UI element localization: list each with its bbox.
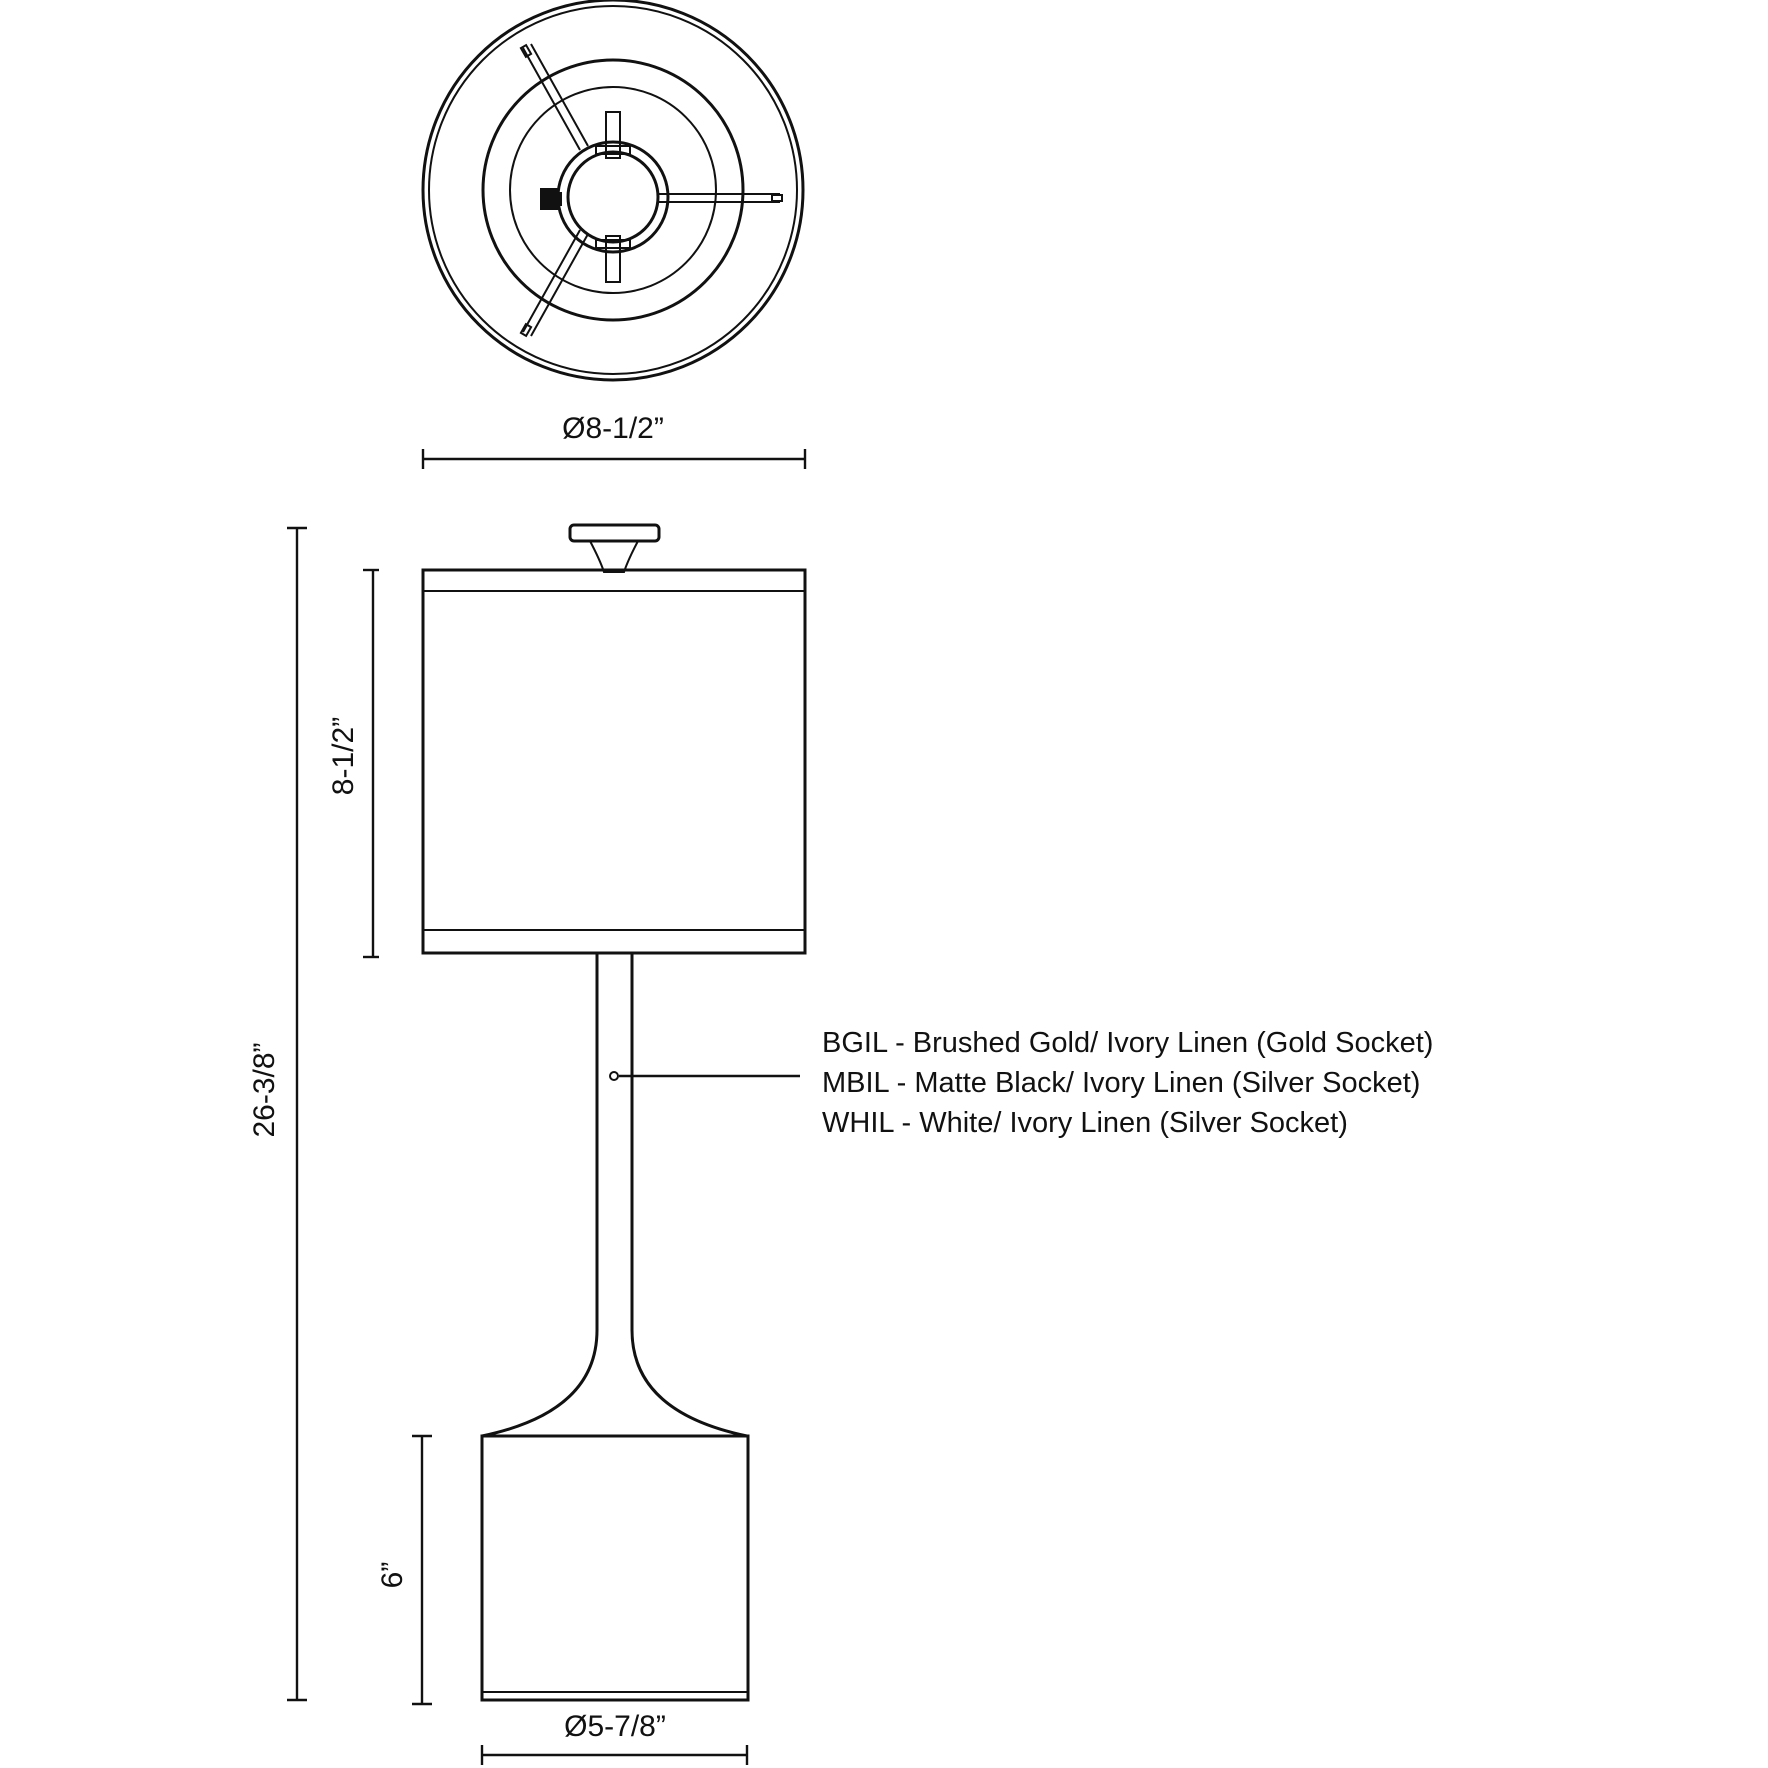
finish-option-bgil: BGIL - Brushed Gold/ Ivory Linen (Gold Socket) bbox=[822, 1027, 1434, 1059]
base-diameter-label: Ø5-7/8” bbox=[564, 1710, 666, 1743]
shade-diameter-dimension bbox=[423, 412, 805, 469]
overall-height-label: 26-3/8” bbox=[248, 1042, 281, 1138]
top-view bbox=[423, 0, 803, 380]
side-elevation bbox=[423, 525, 805, 1700]
finish-option-mbil: MBIL - Matte Black/ Ivory Linen (Silver Socket) bbox=[822, 1067, 1421, 1099]
shade-height-dimension bbox=[327, 570, 379, 957]
overall-height-dimension bbox=[248, 528, 307, 1700]
base-height-label: 6” bbox=[376, 1561, 409, 1589]
finish-callout-dot bbox=[610, 1072, 618, 1080]
base-height-dimension bbox=[376, 1436, 432, 1704]
socket-cross bbox=[596, 112, 630, 282]
shade-outer-rim bbox=[423, 0, 803, 380]
lamp-base bbox=[482, 1436, 748, 1700]
socket-inner bbox=[568, 152, 658, 242]
base-diameter-dimension bbox=[482, 1710, 747, 1765]
shade-diameter-label: Ø8-1/2” bbox=[562, 412, 664, 445]
lampshade bbox=[423, 570, 805, 953]
finish-option-whil: WHIL - White/ Ivory Linen (Silver Socket) bbox=[822, 1107, 1348, 1139]
finial bbox=[570, 525, 659, 572]
lamp-stem bbox=[482, 953, 747, 1436]
shade-height-label: 8-1/2” bbox=[327, 716, 360, 796]
finish-options bbox=[822, 1027, 1433, 1139]
